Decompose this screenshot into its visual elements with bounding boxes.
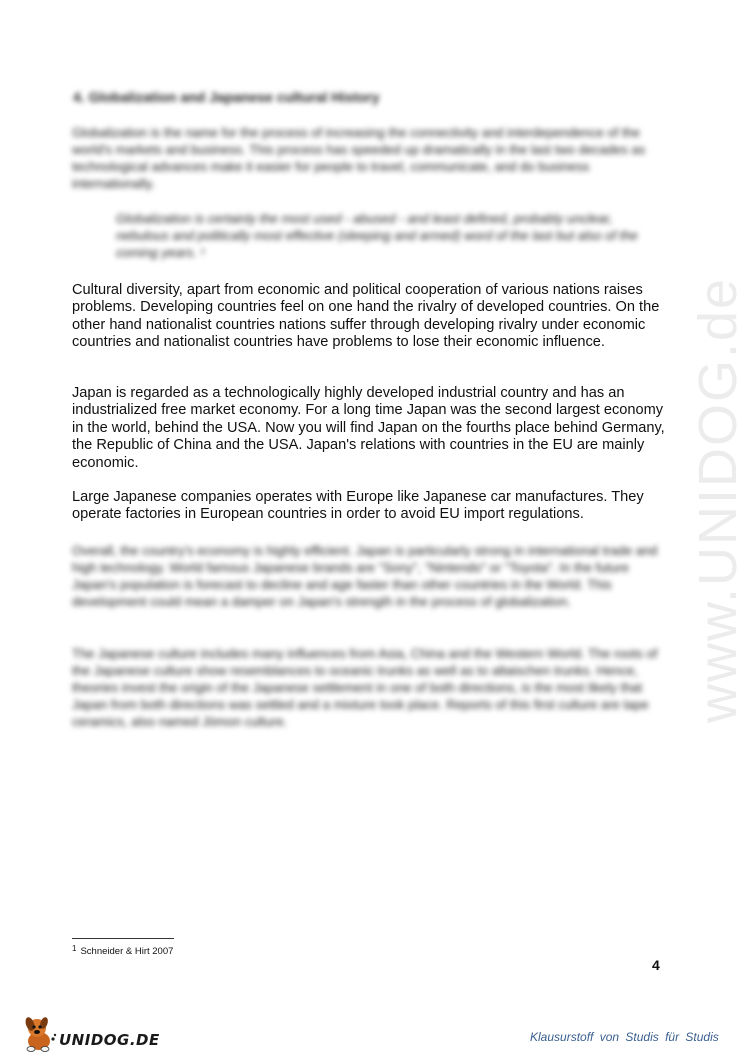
watermark-text: www.UNIDOG.de: [688, 276, 748, 724]
logo-text: UNIDOG.DE: [59, 1031, 160, 1049]
footnote-divider: [72, 938, 174, 939]
section-heading: 4. Globalization and Japanese cultural History: [73, 89, 380, 105]
paragraph-japanese-companies: Large Japanese companies operates with Europe like Japanese car manufactures. They operate factories in European countries in order to avoid EU import regulations.: [72, 489, 644, 523]
paragraph-cultural-diversity: Cultural diversity, apart from economic and political cooperation of various nations raises problems. Developing countries feel on one hand the rivalry of developed countries. On the other hand nationalist countries nations suffer through developing rivalry under economic countries and nationalist countries have problems to lose their economic influence.: [72, 282, 660, 351]
unidog-logo: [23, 1013, 160, 1053]
paragraph-blurred-culture: The Japanese culture includes many influences from Asia, China and the Western World. The roots of the Japanese culture show resemblances to oceanic trunks as well as to altaischen trunks. Hence, theories invest the origin of the Japanese settlement in one of both directions, is the most likely that Japan from both directions was settled and a mixture took place. Reports of this first culture are tape ceramics, also named Jōmon culture.: [72, 646, 658, 729]
paragraph-japan-economy: Japan is regarded as a technologically highly developed industrial country and has an industrialized free market economy. For a long time Japan was the second largest economy in the world, behind the USA. Now you will find Japan on the fourths place behind Germany, the Republic of China and the USA. Japan's relations with countries in the EU are mainly economic.: [72, 385, 665, 471]
footnote-marker: 1: [72, 944, 77, 953]
page-number: 4: [652, 957, 660, 973]
footnote-text: Schneider & Hirt 2007: [80, 946, 174, 957]
paragraph-blurred-economy: Overall, the country's economy is highly efficient. Japan is particularly strong in international trade and high technology. World famous Japanese brands are "Sony", "Nintendo" or "Toyota". In the future Japan's population is forecast to decline and age faster than other countries in the World. This development could mean a damper on Japan's strength in the process of globalization.: [72, 543, 658, 609]
footnote: [72, 944, 173, 957]
footer-tagline: Klausurstoff von Studis für Studis: [530, 1030, 719, 1044]
block-quote: Globalization is certainly the most used - abused - and least defined, probably unclear, nebulous and politically most effective (sleeping and armed) word of the last but also of the coming years. ¹: [116, 211, 638, 260]
dog-mascot-icon: [23, 1015, 57, 1053]
intro-paragraph: Globalization is the name for the process of increasing the connectivity and interdependence of the world's markets and business. This process has speeded up dramatically in the last two decades as technological advances make it easier for people to travel, communicate, and do business internationally.: [72, 125, 646, 191]
